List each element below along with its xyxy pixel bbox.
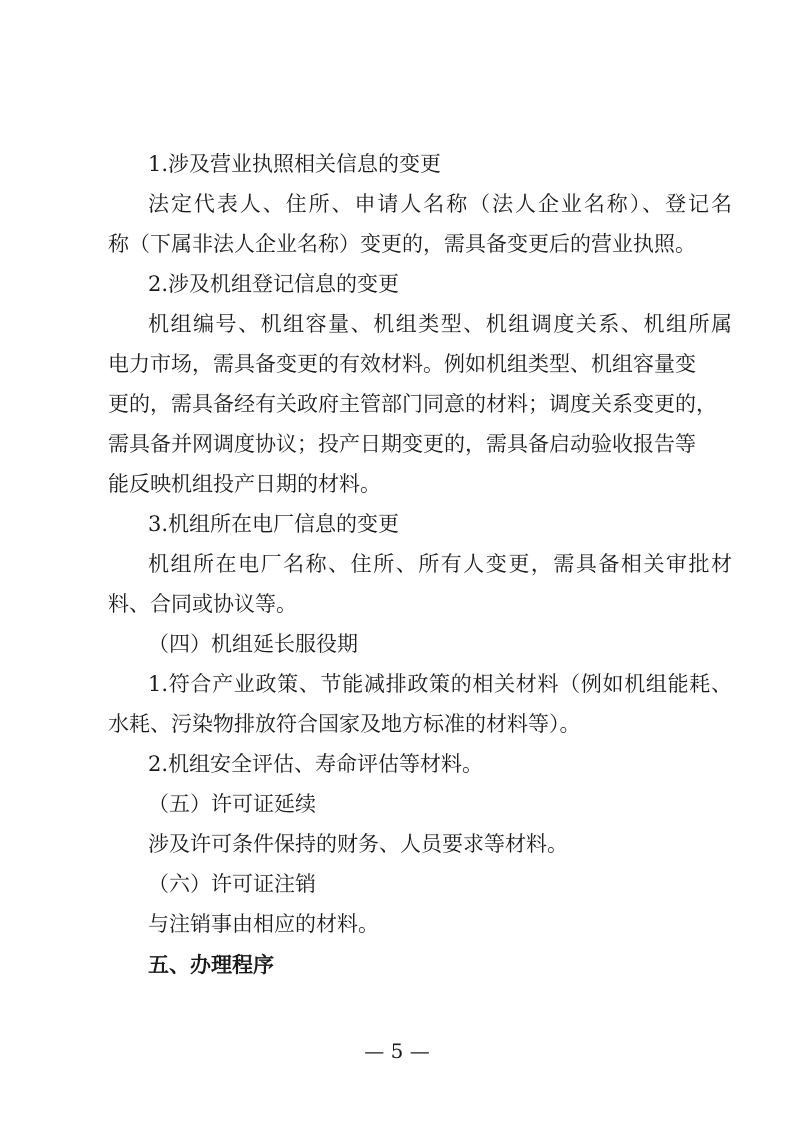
subsection-heading-6: （六）许可证注销 [148,872,316,896]
paragraph-line: 料、合同或协议等。 [108,592,297,616]
subsection-heading-5: （五）许可证延续 [148,792,316,816]
section-heading-5: 五、办理程序 [148,952,274,977]
section-item-3-heading: 3.机组所在电厂信息的变更 [148,512,400,536]
section-item-1-heading: 1.涉及营业执照相关信息的变更 [148,152,442,176]
paragraph-line: 更的，需具备经有关政府主管部门同意的材料；调度关系变更的， [108,392,717,416]
page-number: — 5 — [364,1039,430,1063]
paragraph-line: 1.符合产业政策、节能减排政策的相关材料（例如机组能耗、 [148,672,732,696]
paragraph-line: 与注销事由相应的材料。 [148,912,379,936]
paragraph-line: 2.机组安全评估、寿命评估等材料。 [148,752,484,776]
paragraph-line: 称（下属非法人企业名称）变更的，需具备变更后的营业执照。 [108,232,696,256]
paragraph-line: 涉及许可条件保持的财务、人员要求等材料。 [148,832,568,856]
paragraph-line: 电力市场，需具备变更的有效材料。例如机组类型、机组容量变 [108,352,696,376]
paragraph-line: 能反映机组投产日期的材料。 [108,472,381,496]
paragraph-line: 机组编号、机组容量、机组类型、机组调度关系、机组所属 [148,312,732,336]
section-item-2-heading: 2.涉及机组登记信息的变更 [148,272,400,296]
paragraph-line: 需具备并网调度协议；投产日期变更的，需具备启动验收报告等 [108,432,696,456]
subsection-heading-4: （四）机组延长服役期 [148,632,358,656]
paragraph-line: 法定代表人、住所、申请人名称（法人企业名称）、登记名 [148,192,732,216]
paragraph-line: 机组所在电厂名称、住所、所有人变更，需具备相关审批材 [148,552,732,576]
paragraph-line: 水耗、污染物排放符合国家及地方标准的材料等）。 [108,712,581,736]
